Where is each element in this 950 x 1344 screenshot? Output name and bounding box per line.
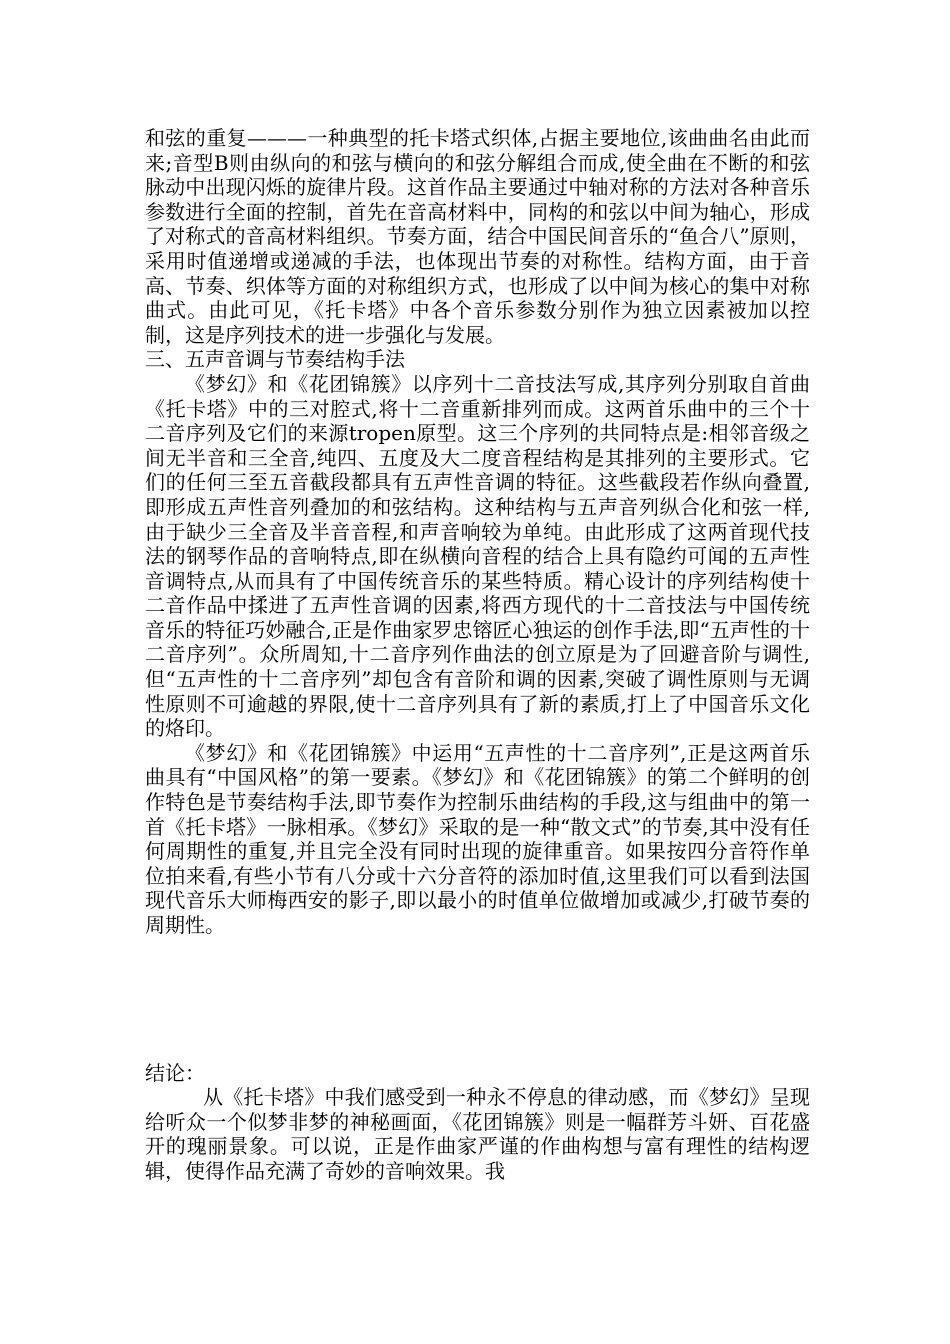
body-paragraph: 和弦的重复———一种典型的托卡塔式织体,占据主要地位,该曲曲名由此而来;音型B则由纵向的和弦与横向的和弦分解组合而成,使全曲在不断的和弦脉动中出现闪烁的旋律片段。这首作品主要通过中轴对称的方法对各种音乐参数进行全面的控制，首先在音高材料中，同构的和弦以中间为轴心，形成了对称式的音高材料组织。节奏方面，结合中国民间音乐的“鱼合八”原则，采用时值递增或递减的手法，也体现出节奏的对称性。结构方面，由于音高、节奏、织体等方面的对称组织方式，也形成了以中间为核心的集中对称曲式。由此可见，《托卡塔》中各个音乐参数分别作为独立因素被加以控制，这是序列技术的进一步强化与发展。 — [145, 126, 810, 347]
blank-space — [145, 938, 810, 1061]
body-paragraph: 《梦幻》和《花团锦簇》中运用“五声性的十二音序列”,正是这两首乐曲具有“中国风格”的第一要素。《梦幻》和《花团锦簇》的第二个鲜明的创作特色是节奏结构手法,即节奏作为控制乐曲结构的手段,这与组曲中的第一首《托卡塔》一脉相承。《梦幻》采取的是一种“散文式”的节奏,其中没有任何周期性的重复,并且完全没有同时出现的旋律重音。如果按四分音符作单位拍来看,有些小节有八分或十六分音符的添加时值,这里我们可以看到法国现代音乐大师梅西安的影子,即以最小的时值单位做增加或减少,打破节奏的周期性。 — [145, 740, 810, 937]
section-heading: 三、五声音调与节奏结构手法 — [145, 347, 405, 372]
conclusion-paragraph: 从《托卡塔》中我们感受到一种永不停息的律动感，而《梦幻》呈现给听众一个似梦非梦的神秘画面，《花团锦簇》则是一幅群芳斗妍、百花盛开的瑰丽景象。可以说，正是作曲家严谨的作曲构想与富有理性的结构逻辑，使得作品充满了奇妙的音响效果。我 — [145, 1085, 810, 1183]
body-paragraph: 《梦幻》和《花团锦簇》以序列十二音技法写成,其序列分别取自首曲《托卡塔》中的三对腔式,将十二音重新排列而成。这两首乐曲中的三个十二音序列及它们的来源tropen原型。这三个序列的共同特点是:相邻音级之间无半音和三全音,纯四、五度及大二度音程结构是其排列的主要形式。它们的任何三至五音截段都具有五声性音调的特征。这些截段若作纵向叠置,即形成五声性音列叠加的和弦结构。这种结构与五声音列纵合化和弦一样,由于缺少三全音及半音音程,和声音响较为单纯。由此形成了这两首现代技法的钢琴作品的音响特点,即在纵横向音程的结合上具有隐约可闻的五声性音调特点,从而具有了中国传统音乐的某些特质。精心设计的序列结构使十二音作品中揉进了五声性音调的因素,将西方现代的十二音技法与中国传统音乐的特征巧妙融合,正是作曲家罗忠镕匠心独运的创作手法,即“五声性的十二音序列”。众所周知,十二音序列作曲法的创立原是为了回避音阶与调性,但“五声性的十二音序列”却包含有音阶和调的因素,突破了调性原则与无调性原则不可逾越的界限,使十二音序列具有了新的素质,打上了中国音乐文化的烙印。 — [145, 371, 810, 741]
conclusion-heading: 结论： — [145, 1060, 205, 1085]
document-page — [145, 126, 810, 1184]
